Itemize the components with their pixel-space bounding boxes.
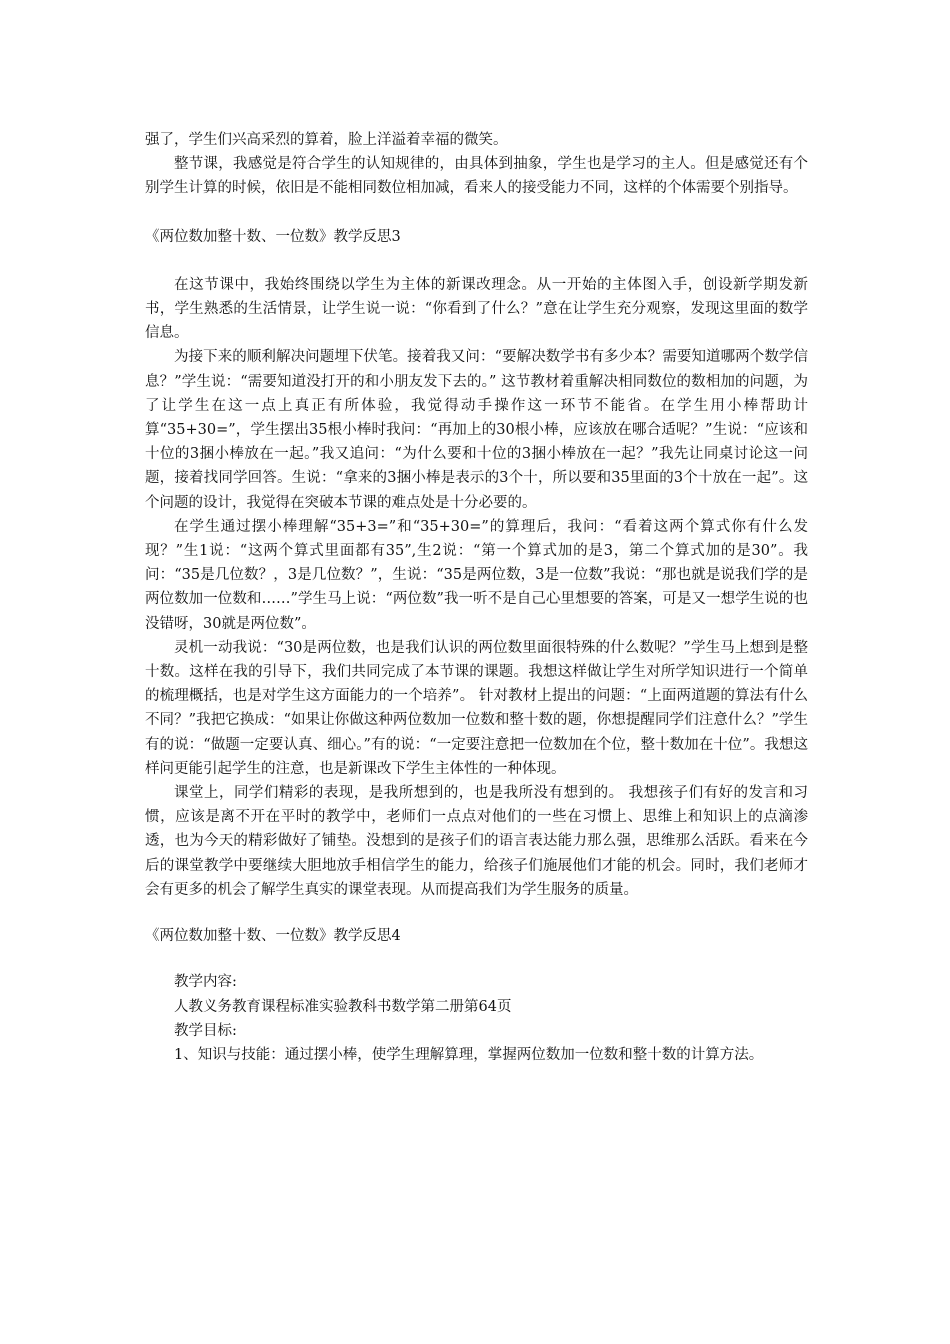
section-4-line-2: 人教义务教育课程标准实验教科书数学第二册第64页 bbox=[174, 998, 512, 1015]
section-4-line-1: 教学内容: bbox=[174, 974, 237, 991]
paragraph-summary: 整节课，我感觉是符合学生的认知规律的，由具体到抽象，学生也是学习的主人。但是感觉还有个别学生计算的时候，依旧是不能相同数位相加减，看来人的接受能力不同，这样的个体需要个别指导。 bbox=[145, 156, 808, 197]
section-4-line-3: 教学目标: bbox=[174, 1022, 237, 1039]
section-3-paragraph-4: 灵机一动我说：“30是两位数，也是我们认识的两位数里面很特殊的什么数呢？”学生马上想到是整十数。这样在我的引导下，我们共同完成了本节课的课题。我想这样做让学生对所学知识进行一个简单的梳理概括，也是对学生这方面能力的一个培养”。 针对教材上提出的问题：“上面两道题的算法有什么不同？”我把它换成：“如果让你做这种两位数加一位数和整十数的题，你想提醒同学们注意什么？”学生有的说：“做题一定要认真、细心。”有的说：“一定要注意把一位数加在个位，整十数加在十位”。我想这样问更能引起学生的注意，也是新课改下学生主体性的一种体现。 bbox=[145, 639, 808, 777]
section-3-paragraph-1: 在这节课中，我始终围绕以学生为主体的新课改理念。从一开始的主体图入手，创设新学期发新书，学生熟悉的生活情景，让学生说一说：“你看到了什么？”意在让学生充分观察，发现这里面的数学信息。 bbox=[145, 276, 808, 342]
section-3-paragraph-2: 为接下来的顺利解决问题埋下伏笔。接着我又问：“要解决数学书有多少本？需要知道哪两个数学信息？”学生说：“需要知道没打开的和小朋友发下去的。” 这节教材着重解决相同数位的数相加的问题，为了让学生在这一点上真正有所体验，我觉得动手操作这一环节不能省。在学生用小棒帮助计算“35+30=”，学生摆出35根小棒时我问：“再加上的30根小棒，应该放在哪合适呢？”生说：“应该和十位的3捆小棒放在一起。”我又追问：“为什么要和十位的3捆小棒放在一起？”我先让同桌讨论这一问题，接着找同学回答。生说：“拿来的3捆小棒是表示的3个十，所以要和35里面的3个十放在一起”。这个问题的设计，我觉得在突破本节课的难点处是十分必要的。 bbox=[145, 349, 808, 511]
section-4-line-4: 1、知识与技能：通过摆小棒，使学生理解算理，掌握两位数加一位数和整十数的计算方法。 bbox=[174, 1046, 764, 1063]
paragraph-tail: 强了，学生们兴高采烈的算着，脸上洋溢着幸福的微笑。 bbox=[145, 132, 508, 148]
section-3-title: 《两位数加整十数、一位数》教学反思3 bbox=[145, 228, 401, 245]
section-3-paragraph-5: 课堂上，同学们精彩的表现，是我所想到的，也是我所没有想到的。 我想孩子们有好的发言和习惯，应该是离不开在平时的教学中，老师们一点点对他们的一些在习惯上、思维上和知识上的点滴渗透，也为今天的精彩做好了铺垫。没想到的是孩子们的语言表达能力那么强，思维那么活跃。看来在今后的课堂教学中要继续大胆地放手相信学生的能力，给孩子们施展他们才能的机会。同时，我们老师才会有更多的机会了解学生真实的课堂表现。从而提高我们为学生服务的质量。 bbox=[145, 785, 808, 898]
section-4-title: 《两位数加整十数、一位数》教学反思4 bbox=[145, 928, 401, 945]
section-3-paragraph-3: 在学生通过摆小棒理解“35+3=”和“35+30=”的算理后，我问：“看着这两个算式你有什么发现？”生1说：“这两个算式里面都有35”,生2说：“第一个算式加的是3，第二个算式加的是30”。我问：“35是几位数？，3是几位数？”，生说：“35是两位数，3是一位数”我说：“那也就是说我们学的是两位数加一位数和……”学生马上说：“两位数”我一听不是自己心里想要的答案，可是又一想学生说的也没错呀，30就是两位数”。 bbox=[145, 518, 808, 632]
document-page bbox=[145, 128, 808, 1067]
